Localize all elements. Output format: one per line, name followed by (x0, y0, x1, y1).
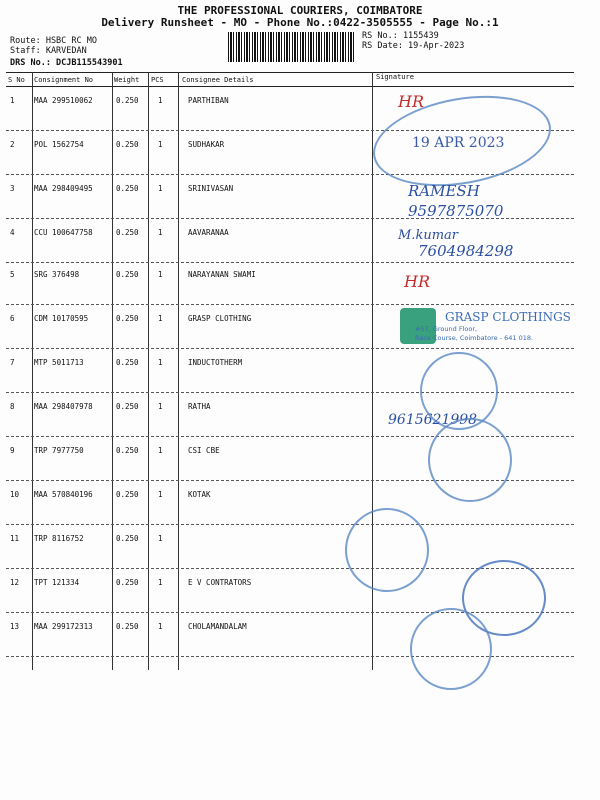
rs-date: RS Date: 19-Apr-2023 (362, 41, 465, 51)
cell-sno: 6 (10, 314, 15, 323)
cell-cons: MAA 298409495 (34, 184, 93, 193)
cell-sno: 3 (10, 184, 15, 193)
company-title: THE PROFESSIONAL COURIERS, COIMBATORE (177, 4, 423, 17)
csi-stamp (428, 418, 512, 502)
cell-cons: MTP 5011713 (34, 358, 84, 367)
col-header-consignee: Consignee Details (182, 76, 254, 84)
cell-pcs: 1 (158, 490, 163, 499)
cell-wt: 0.250 (116, 270, 139, 279)
cell-name: AAVARANAA (188, 228, 229, 237)
handwritten-phone: 9615621998 (388, 412, 478, 428)
cell-cons: TPT 121334 (34, 578, 80, 587)
cell-sno: 11 (10, 534, 20, 543)
cell-name: CHOLAMANDALAM (188, 622, 247, 631)
kotak-stamp (345, 508, 429, 592)
cell-name: E V CONTRATORS (188, 578, 252, 587)
cell-wt: 0.250 (116, 228, 139, 237)
cell-cons: MAA 298407978 (34, 402, 93, 411)
cell-sno: 8 (10, 402, 15, 411)
col-header-weight: Weight (114, 76, 140, 84)
route-label: Route: HSBC RC MO (10, 36, 97, 46)
cell-pcs: 1 (158, 534, 163, 543)
row-separator (6, 524, 574, 525)
cholamandalam-stamp (410, 608, 492, 690)
cell-name: RATHA (188, 402, 211, 411)
grasp-address-line2: Race Course, Coimbatore - 641 018. (415, 334, 534, 342)
cell-pcs: 1 (158, 228, 163, 237)
cell-sno: 12 (10, 578, 20, 587)
row-separator (6, 262, 574, 263)
cell-cons: TRP 8116752 (34, 534, 84, 543)
cell-cons: MAA 570840196 (34, 490, 93, 499)
cell-name: INDUCTOTHERM (188, 358, 243, 367)
col-header-sno: S No (8, 76, 25, 84)
cell-wt: 0.250 (116, 534, 139, 543)
table-top-border (6, 72, 574, 73)
cell-pcs: 1 (158, 314, 163, 323)
cell-sno: 4 (10, 228, 15, 237)
table-header-border (6, 86, 574, 87)
cell-cons: MAA 299172313 (34, 622, 93, 631)
cell-wt: 0.250 (116, 578, 139, 587)
col-header-pcs: PCS (151, 76, 164, 84)
cell-pcs: 1 (158, 140, 163, 149)
cell-wt: 0.250 (116, 96, 139, 105)
handwritten-name: RAMESH (408, 182, 480, 200)
cell-sno: 1 (10, 96, 15, 105)
table-row (6, 534, 574, 550)
cell-wt: 0.250 (116, 314, 139, 323)
handwritten-initials-2: HR (404, 272, 430, 291)
cell-pcs: 1 (158, 184, 163, 193)
table-row (6, 270, 574, 286)
cell-sno: 7 (10, 358, 15, 367)
grasp-stamp-address (415, 325, 533, 343)
cell-pcs: 1 (158, 270, 163, 279)
date-stamp-text: 19 APR 2023 (412, 135, 505, 151)
cell-sno: 5 (10, 270, 15, 279)
cell-sno: 13 (10, 622, 20, 631)
cell-cons: SRG 376498 (34, 270, 80, 279)
rs-number: RS No.: 1155439 (362, 31, 439, 41)
grasp-address-line1: #57, Ground Floor, (415, 325, 478, 333)
cell-wt: 0.250 (116, 140, 139, 149)
cell-cons: POL 1562754 (34, 140, 84, 149)
cell-name: SUDHAKAR (188, 140, 225, 149)
grasp-stamp-title: GRASP CLOTHINGS (445, 310, 571, 324)
staff-label: Staff: KARVEDAN (10, 46, 87, 56)
col-header-signature: Signature (376, 73, 414, 81)
row-separator (6, 304, 574, 305)
table-row (6, 184, 574, 200)
cell-cons: CCU 100647758 (34, 228, 93, 237)
cell-wt: 0.250 (116, 358, 139, 367)
cell-sno: 9 (10, 446, 15, 455)
cell-cons: CDM 10170595 (34, 314, 89, 323)
cell-name: CSI CBE (188, 446, 220, 455)
cell-sno: 10 (10, 490, 20, 499)
handwritten-initials: HR (398, 92, 424, 111)
cell-name: KOTAK (188, 490, 211, 499)
cell-pcs: 1 (158, 402, 163, 411)
cell-cons: TRP 7977750 (34, 446, 84, 455)
cell-pcs: 1 (158, 96, 163, 105)
rs-info (362, 31, 464, 51)
cell-sno: 2 (10, 140, 15, 149)
barcode (228, 32, 356, 62)
handwritten-phone: 9597875070 (408, 202, 504, 220)
cell-cons: MAA 299510062 (34, 96, 93, 105)
col-header-consignment: Consignment No (34, 76, 94, 84)
cell-name: NARAYANAN SWAMI (188, 270, 256, 279)
handwritten-phone: 7604984298 (418, 242, 514, 260)
cell-pcs: 1 (158, 578, 163, 587)
cell-wt: 0.250 (116, 402, 139, 411)
drs-number: DRS No.: DCJB115543901 (10, 58, 123, 68)
cell-wt: 0.250 (116, 622, 139, 631)
cell-name: GRASP CLOTHING (188, 314, 252, 323)
cell-name: SRINIVASAN (188, 184, 234, 193)
cell-wt: 0.250 (116, 446, 139, 455)
route-info (10, 36, 97, 56)
runsheet-subtitle: Delivery Runsheet - MO - Phone No.:0422-3505555 - Page No.:1 (101, 16, 499, 29)
cell-pcs: 1 (158, 622, 163, 631)
cell-name: PARTHIBAN (188, 96, 229, 105)
handwritten-signature: M.kumar (398, 228, 458, 243)
cell-pcs: 1 (158, 358, 163, 367)
row-separator (6, 348, 574, 349)
cell-wt: 0.250 (116, 184, 139, 193)
cell-pcs: 1 (158, 446, 163, 455)
cell-wt: 0.250 (116, 490, 139, 499)
